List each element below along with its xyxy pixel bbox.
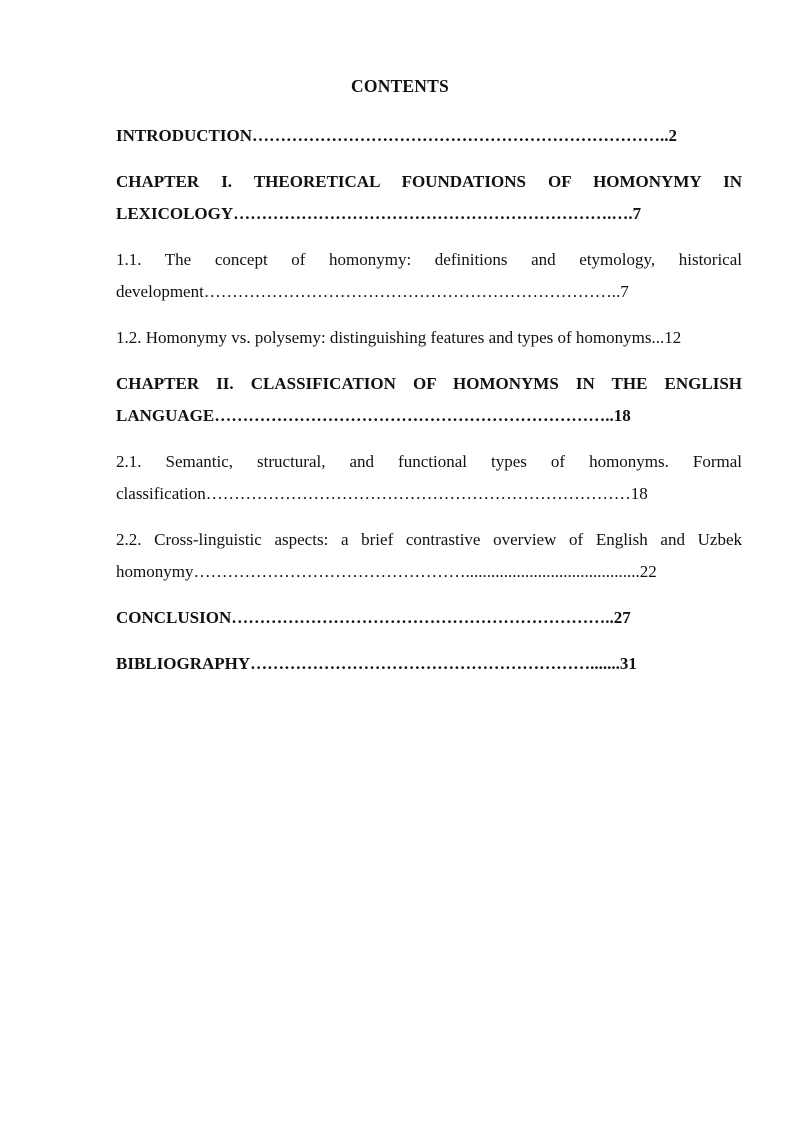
toc-entry-line: 1.2. Homonymy vs. polysemy: distinguishing features and types of homonyms...12 xyxy=(116,328,682,347)
toc-entry-line: CONCLUSION…………………………………………………………..27 xyxy=(116,608,631,627)
toc-entry-bibliography xyxy=(116,648,742,680)
toc-entry-conclusion xyxy=(116,602,742,634)
toc-entry-line: INTRODUCTION………………………………………………………………..2 xyxy=(116,126,678,145)
toc-entry-line: classification…………………………………………………………………18 xyxy=(116,484,648,503)
toc-entry-section-1-1 xyxy=(116,244,742,308)
toc-entry-line: CHAPTER II. CLASSIFICATION OF HOMONYMS IN THE ENGLISH xyxy=(116,374,742,393)
toc-entry-line: homonymy………………………………………….........................................22 xyxy=(116,562,657,581)
toc-entry-chapter-2 xyxy=(116,368,742,432)
toc-entry-section-2-1 xyxy=(116,446,742,510)
toc-entry-line: LEXICOLOGY………………………………………………………….….7 xyxy=(116,204,642,223)
toc-entry-line: LANGUAGE……………………………………………………………..18 xyxy=(116,406,631,425)
table-of-contents xyxy=(116,120,742,680)
toc-entry-section-2-2 xyxy=(116,524,742,588)
toc-entry-line: CHAPTER I. THEORETICAL FOUNDATIONS OF HOMONYMY IN xyxy=(116,172,742,191)
page-title: CONTENTS xyxy=(351,76,449,96)
toc-entry-line: 2.2. Cross-linguistic aspects: a brief contrastive overview of English and Uzbek xyxy=(116,530,742,549)
toc-entry-chapter-1 xyxy=(116,166,742,230)
toc-entry-line: 1.1. The concept of homonymy: definitions and etymology, historical xyxy=(116,250,742,269)
toc-entry-line: development………………………………………………………………..7 xyxy=(116,282,629,301)
toc-entry-introduction xyxy=(116,120,742,152)
toc-entry-section-1-2 xyxy=(116,322,742,354)
toc-entry-line: BIBLIOGRAPHY…………………………………………………….......31 xyxy=(116,654,637,673)
toc-entry-line: 2.1. Semantic, structural, and functional types of homonyms. Formal xyxy=(116,452,742,471)
